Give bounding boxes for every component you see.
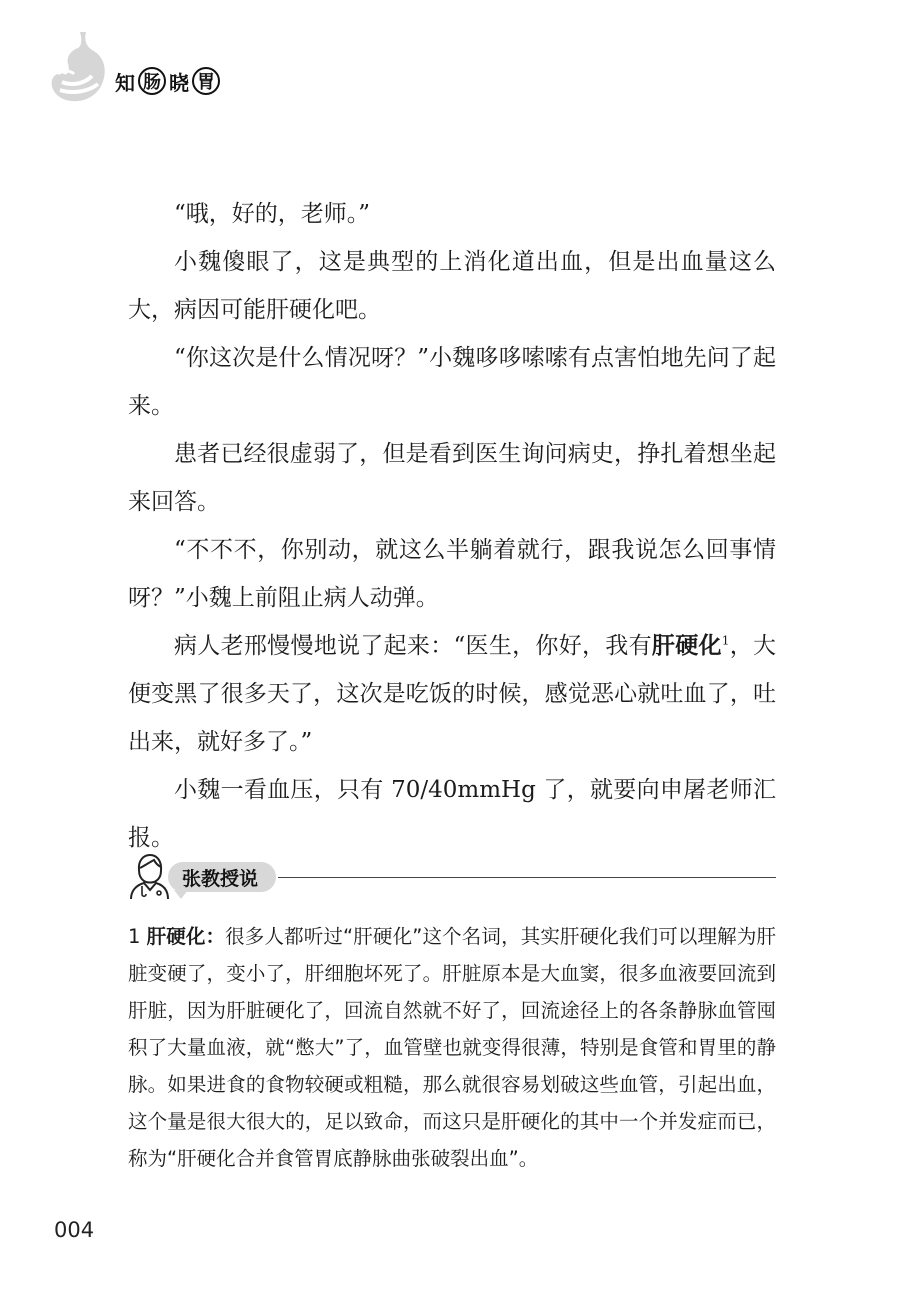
paragraph: 患者已经很虚弱了，但是看到医生询问病史，挣扎着想坐起来回答。 (128, 441, 776, 515)
page-header (0, 0, 900, 130)
story-text (128, 190, 776, 862)
paragraph: “你这次是什么情况呀？”小魏哆哆嗦嗦有点害怕地先问了起来。 (128, 345, 776, 419)
doctor-avatar-icon (128, 852, 170, 900)
footnote (128, 918, 776, 1177)
footnote-term: 肝硬化： (146, 925, 226, 948)
callout-tab-tail (174, 890, 188, 899)
footnote-marker: 1 (721, 633, 730, 648)
series-title-char-circled: 胃 (192, 67, 220, 95)
paragraph: “哦，好的，老师。” (174, 201, 371, 227)
series-title-char: 晓 (169, 70, 189, 95)
stomach-icon (48, 30, 112, 108)
callout-label: 张教授说 (168, 862, 276, 892)
paragraph-text: 病人老邢慢慢地说了起来：“医生，你好，我有 (174, 633, 652, 659)
paragraph: 小魏一看血压，只有 70/40mmHg 了，就要向申屠老师汇报。 (128, 777, 776, 851)
professor-says-heading (128, 848, 776, 904)
footnote-text: 很多人都听过“肝硬化”这个名词，其实肝硬化我们可以理解为肝脏变硬了，变小了，肝细胞坏死了。肝脏原本是大血窦，很多血液要回流到肝脏，因为肝脏硬化了，回流自然就不好了，回流途径上的各条静脉血管囤积了大量血液，就“憋大”了，血管壁也就变得很薄，特别是食管和胃里的静脉。如果进食的食物较硬或粗糙，那么就很容易划破这些血管，引起出血，这个量是很大很大的，足以致命，而这只是肝硬化的其中一个并发症而已，称为“肝硬化合并食管胃底静脉曲张破裂出血”。 (128, 925, 776, 1170)
divider (278, 877, 776, 878)
paragraph: 小魏傻眼了，这是典型的上消化道出血，但是出血量这么大，病因可能肝硬化吧。 (128, 249, 776, 323)
footnote-number: 1 (128, 925, 141, 948)
series-title-char: 知 (115, 70, 135, 95)
key-term: 肝硬化 (651, 633, 722, 659)
paragraph-with-footnote (128, 622, 776, 766)
page-number: 004 (54, 1218, 95, 1242)
series-title-char-circled: 肠 (138, 67, 166, 95)
paragraph-text: ，大便变黑了很多天了，这次是吃饭的时候，感觉恶心就吐血了，吐出来，就好多了。” (128, 633, 777, 755)
series-title (114, 64, 222, 98)
paragraph: “不不不，你别动，就这么半躺着就行，跟我说怎么回事情呀？”小魏上前阻止病人动弹。 (128, 537, 776, 611)
